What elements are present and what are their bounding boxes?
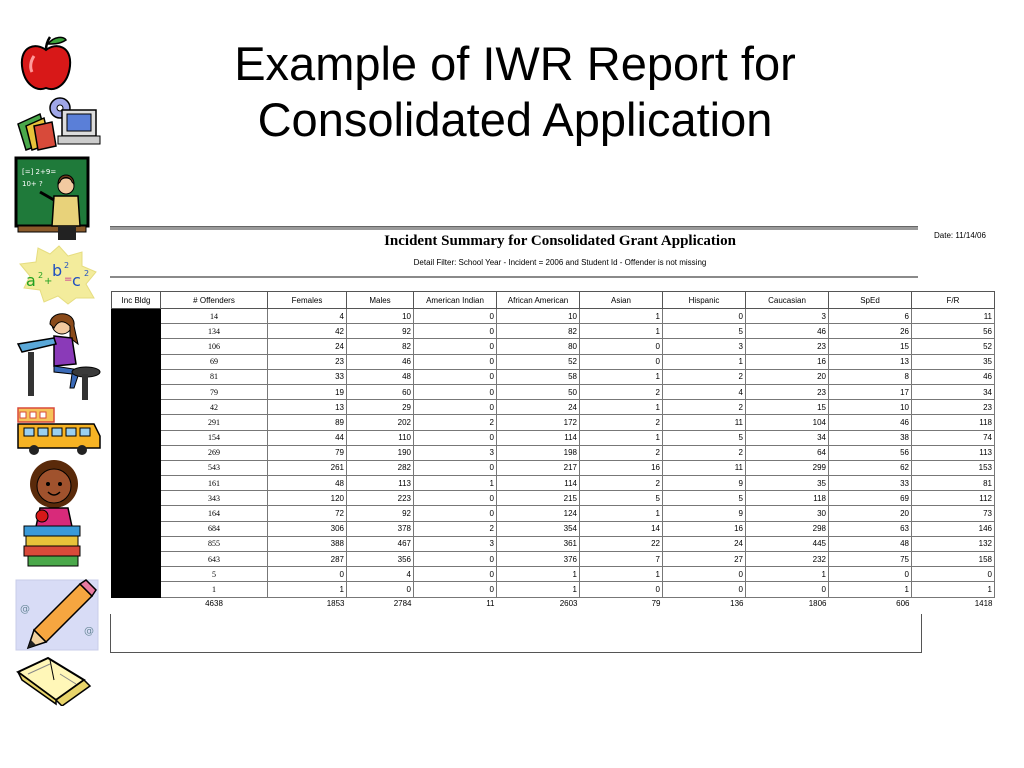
table-cell: 79 xyxy=(268,445,347,460)
table-cell: 5 xyxy=(663,430,746,445)
table-row xyxy=(112,506,995,521)
table-cell: 52 xyxy=(912,339,995,354)
redacted-bldg-cell xyxy=(112,400,161,415)
table-cell: 24 xyxy=(663,536,746,551)
table-cell: 0 xyxy=(663,582,746,597)
table-cell: 376 xyxy=(497,552,580,567)
svg-text:@: @ xyxy=(84,626,94,637)
table-cell: 3 xyxy=(663,339,746,354)
apple-icon xyxy=(14,34,78,96)
table-cell: 22 xyxy=(580,536,663,551)
offenders-cell: 106 xyxy=(161,339,268,354)
table-cell: 34 xyxy=(746,430,829,445)
offenders-cell: 855 xyxy=(161,536,268,551)
table-row xyxy=(112,415,995,430)
table-cell: 467 xyxy=(347,536,414,551)
table-cell: 23 xyxy=(746,339,829,354)
table-cell: 124 xyxy=(497,506,580,521)
table-cell: 0 xyxy=(580,582,663,597)
table-cell: 48 xyxy=(829,536,912,551)
math-b-sup: 2 xyxy=(64,261,70,270)
table-cell: 16 xyxy=(663,521,746,536)
column-header: Females xyxy=(268,292,347,309)
table-cell: 172 xyxy=(497,415,580,430)
table-cell: 0 xyxy=(663,309,746,324)
table-cell: 20 xyxy=(746,369,829,384)
math-a: a xyxy=(26,271,36,290)
offenders-cell: 69 xyxy=(161,354,268,369)
table-cell: 52 xyxy=(497,354,580,369)
table-cell: 299 xyxy=(746,460,829,475)
redacted-bldg-cell xyxy=(112,552,161,567)
table-cell: 73 xyxy=(912,506,995,521)
offenders-cell: 79 xyxy=(161,384,268,399)
table-cell: 0 xyxy=(414,384,497,399)
redacted-bldg-cell xyxy=(112,567,161,582)
report-frame xyxy=(110,614,922,653)
table-cell: 81 xyxy=(912,476,995,491)
table-cell: 158 xyxy=(912,552,995,567)
table-cell: 0 xyxy=(414,354,497,369)
table-cell: 82 xyxy=(347,339,414,354)
column-header: # Offenders xyxy=(161,292,268,309)
open-book-icon xyxy=(14,654,100,706)
table-cell: 0 xyxy=(414,582,497,597)
total-cell: 136 xyxy=(730,598,744,608)
table-cell: 223 xyxy=(347,491,414,506)
column-header: American Indian xyxy=(414,292,497,309)
table-cell: 120 xyxy=(268,491,347,506)
table-cell: 8 xyxy=(829,369,912,384)
redacted-bldg-cell xyxy=(112,324,161,339)
table-cell: 132 xyxy=(912,536,995,551)
table-cell: 356 xyxy=(347,552,414,567)
teacher-chalkboard-icon xyxy=(14,156,90,242)
offenders-cell: 134 xyxy=(161,324,268,339)
table-cell: 1 xyxy=(580,369,663,384)
total-cell: 1853 xyxy=(326,598,345,608)
redacted-bldg-cell xyxy=(112,339,161,354)
table-cell: 282 xyxy=(347,460,414,475)
table-cell: 0 xyxy=(580,354,663,369)
table-row xyxy=(112,491,995,506)
slide-title-line-2: Consolidated Application xyxy=(257,93,773,146)
table-cell: 33 xyxy=(829,476,912,491)
table-cell: 114 xyxy=(497,476,580,491)
offenders-cell: 161 xyxy=(161,476,268,491)
table-cell: 50 xyxy=(497,384,580,399)
math-c: c xyxy=(72,271,81,290)
table-cell: 9 xyxy=(663,506,746,521)
table-cell: 92 xyxy=(347,324,414,339)
table-row xyxy=(112,384,995,399)
table-cell: 445 xyxy=(746,536,829,551)
table-cell: 23 xyxy=(268,354,347,369)
total-cell: 2784 xyxy=(393,598,412,608)
redacted-bldg-cell xyxy=(112,476,161,491)
computer-books-icon xyxy=(14,96,104,154)
table-cell: 46 xyxy=(746,324,829,339)
table-cell: 16 xyxy=(580,460,663,475)
table-cell: 46 xyxy=(912,369,995,384)
offenders-cell: 543 xyxy=(161,460,268,475)
table-cell: 24 xyxy=(497,400,580,415)
table-cell: 92 xyxy=(347,506,414,521)
table-row xyxy=(112,552,995,567)
total-offenders-cell: 4638 xyxy=(205,598,223,608)
slide-title xyxy=(120,36,910,148)
table-cell: 34 xyxy=(912,384,995,399)
table-cell: 24 xyxy=(268,339,347,354)
table-cell: 306 xyxy=(268,521,347,536)
column-header: F/R xyxy=(912,292,995,309)
table-cell: 388 xyxy=(268,536,347,551)
offenders-cell: 14 xyxy=(161,309,268,324)
table-cell: 2 xyxy=(663,445,746,460)
table-row xyxy=(112,324,995,339)
table-row xyxy=(112,354,995,369)
slide-title-line-1: Example of IWR Report for xyxy=(234,37,796,90)
table-cell: 5 xyxy=(663,324,746,339)
table-cell: 20 xyxy=(829,506,912,521)
table-cell: 23 xyxy=(746,384,829,399)
math-formula-icon xyxy=(14,244,104,306)
table-cell: 153 xyxy=(912,460,995,475)
table-cell: 1 xyxy=(497,582,580,597)
math-eq: = xyxy=(64,274,73,285)
table-cell: 110 xyxy=(347,430,414,445)
column-header: Asian xyxy=(580,292,663,309)
redacted-bldg-cell xyxy=(112,430,161,445)
table-cell: 29 xyxy=(347,400,414,415)
offenders-cell: 154 xyxy=(161,430,268,445)
table-cell: 58 xyxy=(497,369,580,384)
report-top-rule xyxy=(110,226,918,230)
report-filter: Detail Filter: School Year - Incident = 2006 and Student Id - Offender is not missing xyxy=(413,258,707,267)
table-cell: 0 xyxy=(414,460,497,475)
report-date: Date: 11/14/06 xyxy=(934,231,986,240)
column-header: African American xyxy=(497,292,580,309)
table-cell: 4 xyxy=(268,309,347,324)
table-row xyxy=(112,536,995,551)
table-cell: 3 xyxy=(746,309,829,324)
table-cell: 72 xyxy=(268,506,347,521)
table-cell: 82 xyxy=(497,324,580,339)
table-cell: 75 xyxy=(829,552,912,567)
table-cell: 56 xyxy=(829,445,912,460)
table-cell: 2 xyxy=(414,521,497,536)
table-row xyxy=(112,582,995,597)
table-cell: 0 xyxy=(347,582,414,597)
table-cell: 198 xyxy=(497,445,580,460)
redacted-bldg-cell xyxy=(112,582,161,597)
table-cell: 1 xyxy=(829,582,912,597)
table-cell: 1 xyxy=(580,430,663,445)
table-cell: 60 xyxy=(347,384,414,399)
redacted-bldg-cell xyxy=(112,354,161,369)
pencil-icon xyxy=(14,578,100,652)
column-header: Males xyxy=(347,292,414,309)
table-cell: 2 xyxy=(580,445,663,460)
column-header: Inc Bldg xyxy=(112,292,161,309)
table-row xyxy=(112,567,995,582)
report-header-rule xyxy=(110,276,918,278)
table-cell: 2 xyxy=(580,384,663,399)
table-cell: 80 xyxy=(497,339,580,354)
table-cell: 1 xyxy=(746,567,829,582)
table-row xyxy=(112,445,995,460)
table-cell: 0 xyxy=(414,430,497,445)
table-cell: 15 xyxy=(829,339,912,354)
table-cell: 69 xyxy=(829,491,912,506)
table-cell: 10 xyxy=(497,309,580,324)
table-cell: 0 xyxy=(829,567,912,582)
girl-with-books-icon xyxy=(14,454,100,572)
redacted-bldg-cell xyxy=(112,491,161,506)
table-cell: 0 xyxy=(414,567,497,582)
table-cell: 112 xyxy=(912,491,995,506)
table-cell: 0 xyxy=(414,369,497,384)
table-cell: 354 xyxy=(497,521,580,536)
offenders-cell: 42 xyxy=(161,400,268,415)
table-row xyxy=(112,309,995,324)
table-cell: 62 xyxy=(829,460,912,475)
column-header: Caucasian xyxy=(746,292,829,309)
table-cell: 11 xyxy=(663,415,746,430)
table-cell: 46 xyxy=(347,354,414,369)
table-cell: 1 xyxy=(580,506,663,521)
table-cell: 1 xyxy=(414,476,497,491)
table-cell: 6 xyxy=(829,309,912,324)
column-header: SpEd xyxy=(829,292,912,309)
table-cell: 56 xyxy=(912,324,995,339)
svg-text:[=] 2+9=: [=] 2+9= xyxy=(22,168,57,176)
table-cell: 35 xyxy=(912,354,995,369)
table-cell: 30 xyxy=(746,506,829,521)
table-cell: 16 xyxy=(746,354,829,369)
table-cell: 113 xyxy=(912,445,995,460)
table-cell: 11 xyxy=(663,460,746,475)
table-header-row xyxy=(112,292,995,309)
offenders-cell: 5 xyxy=(161,567,268,582)
table-cell: 190 xyxy=(347,445,414,460)
offenders-cell: 684 xyxy=(161,521,268,536)
redacted-bldg-cell xyxy=(112,521,161,536)
table-cell: 1 xyxy=(268,582,347,597)
table-cell: 0 xyxy=(912,567,995,582)
table-cell: 4 xyxy=(663,384,746,399)
table-cell: 2 xyxy=(580,415,663,430)
table-cell: 298 xyxy=(746,521,829,536)
column-header: Hispanic xyxy=(663,292,746,309)
offenders-cell: 343 xyxy=(161,491,268,506)
table-cell: 0 xyxy=(580,339,663,354)
redacted-bldg-cell xyxy=(112,536,161,551)
redacted-bldg-cell xyxy=(112,460,161,475)
table-cell: 63 xyxy=(829,521,912,536)
table-cell: 118 xyxy=(746,491,829,506)
offenders-cell: 291 xyxy=(161,415,268,430)
table-row xyxy=(112,430,995,445)
math-c-sup: 2 xyxy=(84,269,90,278)
redacted-bldg-cell xyxy=(112,309,161,324)
table-cell: 9 xyxy=(663,476,746,491)
table-cell: 15 xyxy=(746,400,829,415)
table-cell: 1 xyxy=(580,400,663,415)
table-cell: 13 xyxy=(829,354,912,369)
table-cell: 361 xyxy=(497,536,580,551)
table-cell: 11 xyxy=(912,309,995,324)
total-cell: 79 xyxy=(651,598,661,608)
table-cell: 217 xyxy=(497,460,580,475)
table-cell: 89 xyxy=(268,415,347,430)
table-cell: 0 xyxy=(414,506,497,521)
table-cell: 26 xyxy=(829,324,912,339)
table-cell: 27 xyxy=(663,552,746,567)
table-cell: 378 xyxy=(347,521,414,536)
table-cell: 0 xyxy=(746,582,829,597)
table-cell: 0 xyxy=(268,567,347,582)
table-cell: 19 xyxy=(268,384,347,399)
table-row xyxy=(112,460,995,475)
table-cell: 202 xyxy=(347,415,414,430)
table-cell: 17 xyxy=(829,384,912,399)
offenders-cell: 269 xyxy=(161,445,268,460)
total-cell: 1806 xyxy=(808,598,827,608)
redacted-bldg-cell xyxy=(112,415,161,430)
table-cell: 2 xyxy=(663,369,746,384)
table-cell: 1 xyxy=(497,567,580,582)
table-row xyxy=(112,339,995,354)
table-cell: 10 xyxy=(829,400,912,415)
table-cell: 2 xyxy=(414,415,497,430)
table-cell: 2 xyxy=(663,400,746,415)
table-cell: 113 xyxy=(347,476,414,491)
table-cell: 1 xyxy=(580,309,663,324)
table-cell: 48 xyxy=(347,369,414,384)
table-cell: 3 xyxy=(414,536,497,551)
table-cell: 5 xyxy=(580,491,663,506)
total-cell: 606 xyxy=(896,598,910,608)
table-cell: 10 xyxy=(347,309,414,324)
table-cell: 42 xyxy=(268,324,347,339)
table-cell: 287 xyxy=(268,552,347,567)
table-cell: 118 xyxy=(912,415,995,430)
table-row xyxy=(112,476,995,491)
offenders-cell: 81 xyxy=(161,369,268,384)
table-cell: 3 xyxy=(414,445,497,460)
table-cell: 5 xyxy=(663,491,746,506)
table-cell: 1 xyxy=(580,324,663,339)
table-cell: 0 xyxy=(414,339,497,354)
table-cell: 14 xyxy=(580,521,663,536)
table-cell: 2 xyxy=(580,476,663,491)
report-title: Incident Summary for Consolidated Grant Application xyxy=(384,233,736,249)
student-desk-icon xyxy=(14,308,104,404)
redacted-bldg-cell xyxy=(112,506,161,521)
table-cell: 0 xyxy=(414,324,497,339)
school-bus-icon xyxy=(14,406,104,456)
table-cell: 1 xyxy=(663,354,746,369)
table-cell: 48 xyxy=(268,476,347,491)
table-cell: 114 xyxy=(497,430,580,445)
math-a-sup: 2 xyxy=(38,271,44,280)
table-cell: 0 xyxy=(414,400,497,415)
table-row xyxy=(112,521,995,536)
svg-text:10+ ?: 10+ ? xyxy=(22,180,43,188)
table-cell: 13 xyxy=(268,400,347,415)
offenders-cell: 164 xyxy=(161,506,268,521)
total-cell: 11 xyxy=(486,598,495,608)
redacted-bldg-cell xyxy=(112,445,161,460)
table-cell: 215 xyxy=(497,491,580,506)
table-cell: 0 xyxy=(663,567,746,582)
math-plus: + xyxy=(44,276,53,287)
table-cell: 104 xyxy=(746,415,829,430)
total-cell: 1418 xyxy=(974,598,993,608)
table-cell: 44 xyxy=(268,430,347,445)
math-b: b xyxy=(52,261,63,280)
table-row xyxy=(112,400,995,415)
table-cell: 64 xyxy=(746,445,829,460)
table-cell: 4 xyxy=(347,567,414,582)
table-cell: 23 xyxy=(912,400,995,415)
table-body xyxy=(112,309,995,617)
table-row xyxy=(112,369,995,384)
table-cell: 38 xyxy=(829,430,912,445)
total-cell: 2603 xyxy=(559,598,578,608)
table-cell: 232 xyxy=(746,552,829,567)
table-cell: 1 xyxy=(912,582,995,597)
redacted-bldg-cell xyxy=(112,384,161,399)
redacted-bldg-cell xyxy=(112,369,161,384)
table-cell: 46 xyxy=(829,415,912,430)
table-cell: 146 xyxy=(912,521,995,536)
table-cell: 35 xyxy=(746,476,829,491)
offenders-cell: 643 xyxy=(161,552,268,567)
table-cell: 0 xyxy=(414,491,497,506)
svg-text:@: @ xyxy=(20,604,30,615)
table-cell: 261 xyxy=(268,460,347,475)
table-cell: 7 xyxy=(580,552,663,567)
incident-summary-table xyxy=(111,291,995,617)
table-cell: 33 xyxy=(268,369,347,384)
table-cell: 0 xyxy=(414,552,497,567)
table-cell: 74 xyxy=(912,430,995,445)
table-cell: 0 xyxy=(414,309,497,324)
table-cell: 1 xyxy=(580,567,663,582)
offenders-cell: 1 xyxy=(161,582,268,597)
